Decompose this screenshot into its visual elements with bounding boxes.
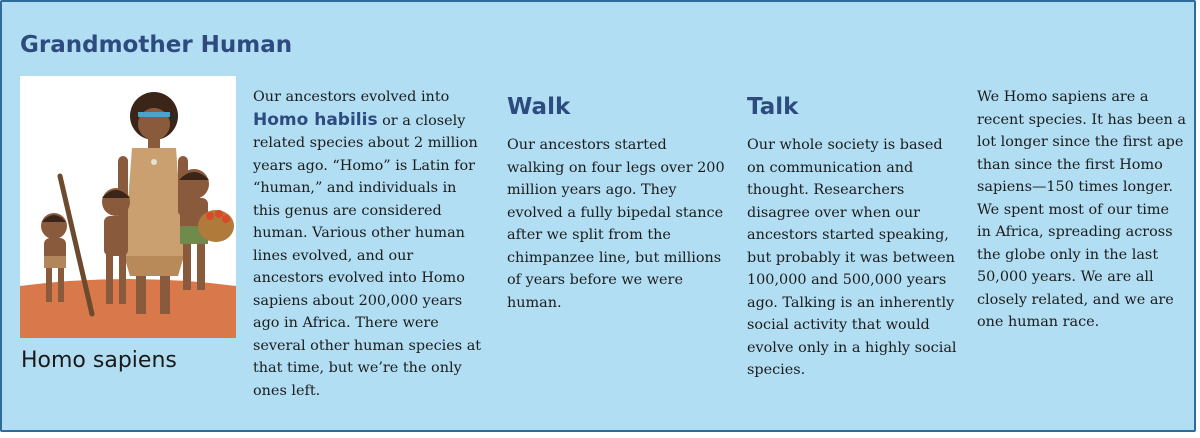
intro-column xyxy=(253,86,483,402)
walk-column xyxy=(507,94,727,314)
closing-column xyxy=(977,86,1187,334)
intro-text-rest: or a closely related species about 2 million years ago. “Homo” is Latin for “human,” and individuals in this genus are considered human. Various other human lines evolved, and our ancestors evolved into Homo sapiens about 200,000 years ago in Africa. There were several other human species at that time, but we’re the only ones left. xyxy=(253,112,482,399)
talk-column xyxy=(747,94,962,382)
family-illustration xyxy=(20,76,236,338)
figure-caption: Homo sapiens xyxy=(21,348,177,373)
intro-paragraph xyxy=(253,86,483,402)
walk-paragraph: Our ancestors started walking on four legs over 200 million years ago. They evolved a fully bipedal stance after we split from the chimpanzee line, but millions of years before we were human. xyxy=(507,137,725,311)
talk-paragraph: Our whole society is based on communication and thought. Researchers disagree over when our ancestors started speaking, but probably it was between 100,000 and 500,000 years ago. Talking is an inherently social activity that would evolve only in a highly social species. xyxy=(747,137,957,378)
homo-habilis-highlight: Homo habilis xyxy=(253,109,378,130)
closing-paragraph: We Homo sapiens are a recent species. It has been a lot longer since the first ape than since the first Homo sapiens—150 times longer. We spent most of our time in Africa, spreading across the globe only in the last 50,000 years. We are all closely related, and we are one human race. xyxy=(977,89,1186,330)
intro-text-start: Our ancestors evolved into xyxy=(253,89,450,105)
page-title: Grandmother Human xyxy=(20,32,293,58)
talk-heading: Talk xyxy=(747,94,799,120)
walk-heading: Walk xyxy=(507,94,571,120)
